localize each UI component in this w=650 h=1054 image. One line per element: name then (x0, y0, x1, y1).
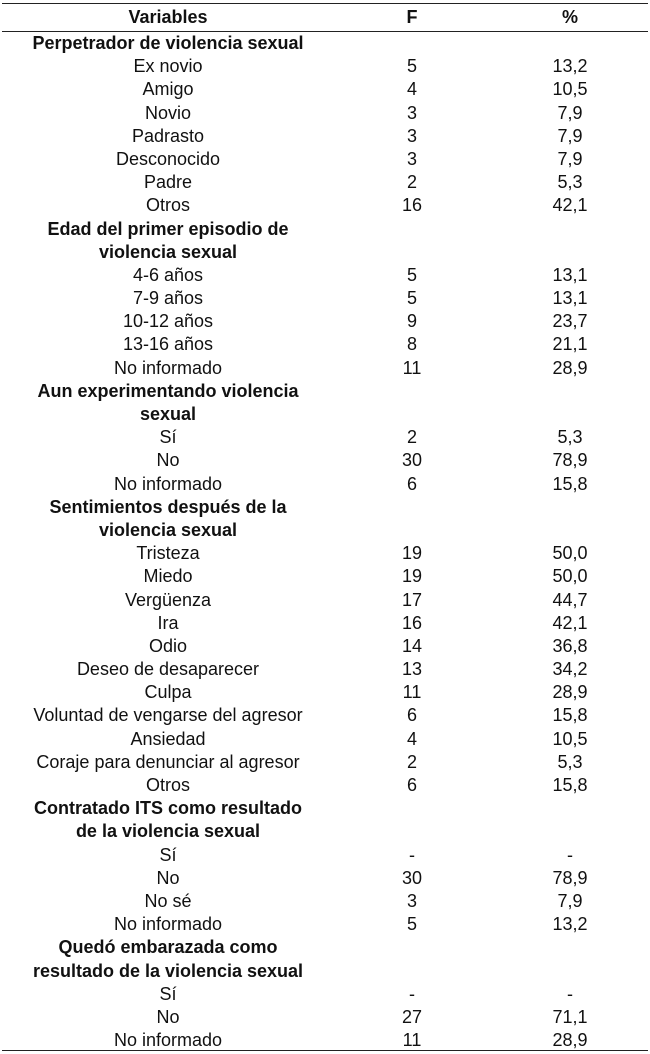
section-title-row (0, 936, 650, 959)
table-row (0, 449, 650, 472)
row-label: Desconocido (115, 148, 221, 169)
row-label: Sí (159, 844, 177, 865)
section-title: violencia sexual (98, 241, 238, 262)
row-label: Sí (159, 427, 177, 448)
table-row (0, 473, 650, 496)
table-row (0, 78, 650, 101)
row-percent: 42,1 (552, 612, 588, 633)
section-title: Sentimientos después de la (49, 496, 287, 517)
row-label: Padrasto (131, 125, 205, 146)
row-frequency: 5 (406, 264, 417, 285)
row-percent: 7,9 (557, 890, 583, 911)
section-title: sexual (139, 404, 197, 424)
section-title: Perpetrador de violencia sexual (32, 33, 304, 53)
header-variables: Variables (128, 7, 208, 27)
row-percent: 44,7 (552, 589, 588, 610)
table-row (0, 844, 650, 867)
table-row (0, 890, 650, 913)
row-percent: 13,1 (552, 264, 588, 285)
table-row (0, 774, 650, 797)
table-row (0, 983, 650, 1006)
table-row (0, 681, 650, 704)
row-label: Otros (145, 775, 190, 795)
row-percent: 7,9 (557, 125, 583, 146)
row-label: No informado (113, 1030, 223, 1051)
section-title: de la violencia sexual (75, 821, 261, 842)
header-percent: % (561, 7, 578, 27)
row-percent: 28,9 (552, 1030, 588, 1051)
row-frequency: 6 (406, 705, 417, 726)
row-percent: 15,8 (552, 705, 588, 726)
table-row (0, 612, 650, 635)
row-frequency: - (409, 844, 415, 865)
row-frequency: 6 (406, 775, 417, 795)
section-title-row (0, 241, 650, 264)
row-frequency: 19 (401, 566, 423, 587)
row-label: Amigo (142, 79, 194, 100)
row-percent: 34,2 (552, 659, 588, 680)
row-label: Otros (145, 195, 190, 216)
row-percent: 10,5 (552, 728, 588, 749)
row-frequency: 30 (401, 450, 423, 471)
row-label: 7-9 años (132, 288, 204, 309)
table-row (0, 867, 650, 890)
row-label: Odio (148, 635, 188, 656)
row-percent: 13,1 (552, 288, 588, 309)
table-row (0, 55, 650, 78)
row-label: No sé (144, 890, 192, 911)
row-label: No informado (113, 357, 223, 378)
row-percent: 71,1 (552, 1006, 588, 1027)
row-percent: 50,0 (552, 566, 588, 587)
row-label: No (156, 1006, 180, 1027)
table-row (0, 704, 650, 727)
table-header (0, 5, 650, 30)
row-label: Padre (143, 172, 193, 193)
row-percent: 5,3 (557, 172, 583, 193)
row-frequency: 3 (406, 102, 417, 123)
row-frequency: 6 (406, 473, 417, 494)
row-percent: 78,9 (552, 867, 588, 888)
row-percent: 13,2 (552, 56, 588, 77)
row-percent: 7,9 (557, 102, 583, 123)
row-frequency: 5 (406, 914, 417, 935)
row-percent: - (567, 983, 573, 1004)
row-percent: 78,9 (552, 450, 588, 471)
row-frequency: 19 (401, 543, 423, 564)
row-label: No informado (113, 473, 223, 494)
row-label: No (156, 867, 180, 888)
table-row (0, 728, 650, 751)
row-label: Novio (144, 102, 192, 123)
row-label: Deseo de desaparecer (76, 659, 260, 680)
row-frequency: 5 (406, 56, 417, 77)
table-row (0, 102, 650, 125)
row-frequency: 11 (402, 1030, 422, 1051)
row-label: Miedo (143, 566, 193, 587)
section-title-row (0, 32, 650, 55)
row-frequency: 2 (406, 172, 417, 193)
row-label: Vergüenza (124, 589, 212, 610)
section-title-row (0, 403, 650, 426)
row-frequency: 11 (402, 682, 422, 703)
table-row (0, 194, 650, 217)
section-title-row (0, 380, 650, 403)
section-title-row (0, 496, 650, 519)
section-title: Contratado ITS como resultado (33, 798, 303, 819)
row-label: 4-6 años (132, 264, 204, 285)
row-frequency: 11 (402, 357, 422, 378)
table-row (0, 751, 650, 774)
top-rule (2, 3, 648, 4)
row-percent: 28,9 (552, 682, 588, 703)
row-label: No (156, 450, 180, 471)
row-label: Ansiedad (130, 728, 206, 749)
table-row (0, 148, 650, 171)
row-label: 10-12 años (122, 311, 214, 332)
row-percent: 5,3 (557, 427, 583, 448)
row-frequency: 9 (406, 311, 417, 332)
section-title: resultado de la violencia sexual (32, 960, 304, 981)
table-row (0, 635, 650, 658)
table-row (0, 1006, 650, 1029)
row-label: Voluntad de vengarse del agresor (33, 705, 303, 726)
section-title: Edad del primer episodio de (47, 218, 289, 239)
table-row (0, 913, 650, 936)
table-body (0, 32, 650, 1052)
row-frequency: 3 (406, 148, 417, 169)
row-frequency: 4 (406, 728, 417, 749)
row-frequency: 14 (401, 635, 423, 656)
row-percent: 15,8 (552, 775, 588, 795)
row-frequency: 4 (406, 79, 417, 100)
row-frequency: 17 (401, 589, 423, 610)
table-row (0, 357, 650, 380)
row-frequency: 13 (401, 659, 423, 680)
section-title: Aun experimentando violencia (37, 380, 299, 401)
section-title: violencia sexual (98, 519, 238, 540)
bottom-rule (2, 1050, 648, 1051)
table-row (0, 542, 650, 565)
row-frequency: 30 (401, 867, 423, 888)
table-row (0, 565, 650, 588)
row-frequency: 2 (406, 751, 417, 772)
row-frequency: 16 (401, 195, 423, 216)
header-frequency: F (406, 7, 418, 27)
row-percent: 23,7 (552, 311, 588, 332)
section-title: Quedó embarazada como (58, 937, 278, 958)
row-percent: 5,3 (557, 751, 583, 772)
table-row (0, 589, 650, 612)
row-percent: 21,1 (552, 334, 588, 355)
row-label: Ex novio (133, 56, 203, 77)
row-percent: 36,8 (552, 635, 588, 656)
row-label: Coraje para denunciar al agresor (36, 751, 300, 772)
row-label: No informado (113, 914, 223, 935)
row-percent: 50,0 (552, 543, 588, 564)
row-frequency: 3 (406, 890, 417, 911)
row-label: 13-16 años (122, 334, 214, 355)
table-row (0, 310, 650, 333)
row-frequency: 3 (406, 125, 417, 146)
row-frequency: 27 (401, 1006, 423, 1027)
row-frequency: - (409, 983, 415, 1004)
row-label: Culpa (144, 682, 192, 703)
section-title-row (0, 797, 650, 820)
row-label: Sí (159, 983, 177, 1004)
row-percent: - (567, 844, 573, 865)
section-title-row (0, 519, 650, 542)
row-percent: 15,8 (552, 473, 588, 494)
table-row (0, 125, 650, 148)
row-label: Ira (157, 612, 179, 633)
row-percent: 42,1 (552, 195, 588, 216)
table-row (0, 658, 650, 681)
section-title-row (0, 218, 650, 241)
row-percent: 13,2 (552, 914, 588, 935)
section-title-row (0, 960, 650, 983)
table-row (0, 287, 650, 310)
row-frequency: 5 (406, 288, 417, 309)
table-row (0, 333, 650, 356)
row-frequency: 16 (401, 612, 423, 633)
table-row (0, 1029, 650, 1052)
row-frequency: 2 (406, 427, 417, 448)
table-row (0, 426, 650, 449)
row-label: Tristeza (136, 543, 200, 564)
section-title-row (0, 820, 650, 843)
row-percent: 7,9 (557, 148, 583, 169)
row-percent: 28,9 (552, 357, 588, 378)
table-row (0, 171, 650, 194)
table-row (0, 264, 650, 287)
row-frequency: 8 (406, 334, 417, 355)
row-percent: 10,5 (552, 79, 588, 100)
